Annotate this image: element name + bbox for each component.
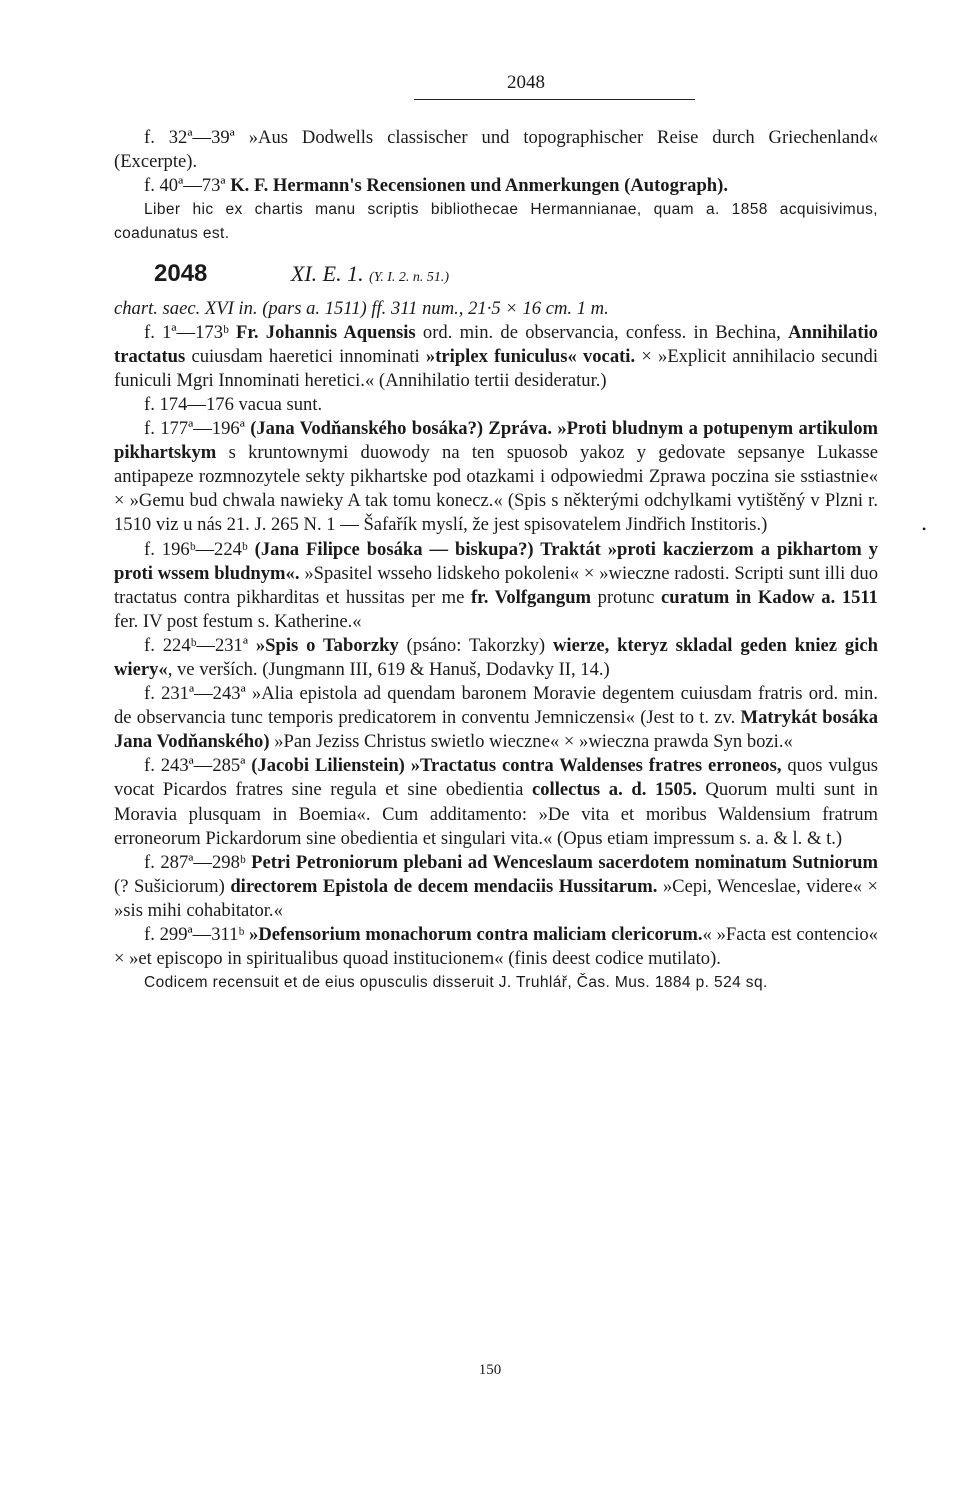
- text-run: f. 231ª—243ª »Alia epistola ad quendam baronem Moravie degentem cuiusdam fratris ord. min. de observancia tunc temporis predicatorem in conventu Jemniczensi« (Jest to t. zv.: [114, 683, 878, 729]
- text-run: (Jana Filipce bosáka — biskupa?) Traktát »proti kaczierzom a pikhartom y proti wssem bludnym«.: [114, 538, 878, 584]
- text-run: f. 1ª—173ᵇ: [144, 321, 236, 343]
- text-run: Quorum multi sunt in Moravia plusquam in Boemia«. Cum additamento: »De vita et moribus Waldensium fratrum erroneorum Pickardorum sine obedientia et singulari vita.« (Opus etiam impressum s. a. & l. & t.): [114, 779, 878, 849]
- text-run: collectus a. d. 1505.: [532, 779, 697, 801]
- text-run: »Spasitel wsseho lidskeho pokoleni« × »wieczne radosti. Scripti sunt illi duo tractatus contra pikharditas et hussitas per me: [114, 562, 878, 608]
- shelfmark: XI. E. 1.: [290, 261, 364, 287]
- text-run: Annihilatio tractatus: [114, 321, 878, 367]
- text-run: (Jana Vodňanského bosáka?) Zpráva.: [250, 418, 552, 440]
- text-run: curatum in Kadow a. 1511: [661, 586, 878, 608]
- text-run: »Pan Jeziss Christus swietlo wieczne« × »wieczna prawda Syn bozi.«: [269, 731, 793, 753]
- body-text: [114, 126, 878, 995]
- paragraph-truhlar: Codicem recensuit et de eius opusculis disseruit J. Truhlář, Čas. Mus. 1884 p. 524 sq.: [144, 974, 768, 992]
- text-run: cuiusdam haeretici innominati: [185, 345, 426, 367]
- text-run: wierze, kteryz skladal geden kniez gich wiery«: [114, 634, 878, 680]
- text-run: quos vulgus vocat Picardos fratres sine regula et sine obedientia: [114, 755, 878, 801]
- paragraph-petroniorum: [114, 851, 878, 923]
- text-run: « »Facta est contencio« × »et episcopo in spiritualibus quoad institucionem« (finis deest codice mutilato).: [114, 924, 878, 970]
- text-run: f. 299ª—311ᵇ: [144, 924, 250, 945]
- paragraph-lilienstein: [114, 754, 878, 850]
- header-rule: [414, 99, 695, 100]
- text-run: (psáno: Takorzky): [398, 634, 553, 656]
- text-run: f. 287ª—298ᵇ: [144, 851, 252, 873]
- text-run: , ve verších. (Jungmann III, 619 & Hanuš, Dodavky II, 14.): [167, 658, 610, 680]
- paragraph-vacua: f. 174—176 vacua sunt.: [144, 393, 323, 415]
- text-run: »Proti bludnym a potupenym artikulom pikhartskym: [114, 418, 878, 464]
- page-number: 150: [478, 1362, 502, 1378]
- paragraph-provenance: Liber hic ex chartis manu scriptis bibliothecae Hermannianae, quam a. 1858 acquisivimus, coadunatus est.: [114, 201, 878, 243]
- text-run: f. 196ᵇ—224ᵇ: [144, 538, 255, 560]
- text-run: Matrykát bosáka Jana Vodňanského): [114, 707, 878, 753]
- text-run: f. 224ᵇ—231ª: [144, 634, 256, 656]
- paragraph-epistola: [114, 682, 878, 754]
- text-run: »Spis o Taborzky: [255, 634, 399, 656]
- text-run: f. 243ª—285ª: [144, 755, 252, 777]
- paragraph-defensorium: [114, 923, 878, 971]
- entry-number: 2048: [154, 260, 208, 288]
- entry-header: [114, 262, 878, 290]
- paragraph-zprava: [114, 417, 878, 537]
- text-run: × »Explicit annihilacio secundi funiculi Mgri Innominati heretici.« (Annihilatio tertii desideratur.): [114, 345, 879, 391]
- text-run: »Cepi, Wenceslae, videre« × »sis mihi cohabitator.«: [114, 875, 879, 921]
- text-run: Petri Petroniorum plebani ad Wenceslaum sacerdotem nominatum Sutniorum: [251, 851, 878, 873]
- text-run: Fr. Johannis Aquensis: [236, 321, 416, 343]
- paragraph-hermann: f. 40ª—73ª K. F. Hermann's Recensionen und Anmerkungen (Autograph).: [144, 175, 728, 197]
- text-run: directorem Epistola de decem mendaciis Hussitarum.: [230, 875, 658, 897]
- old-shelfmark: (Y. I. 2. n. 51.): [369, 270, 450, 286]
- paragraph-dodwell: f. 32ª—39ª »Aus Dodwells classischer und topographischer Reise durch Griechenland« (Excerpte).: [114, 127, 878, 173]
- text-run: protunc: [591, 586, 662, 608]
- text-run: (? Sušiciorum): [114, 875, 231, 897]
- physical-description: chart. saec. XVI in. (pars a. 1511) ff. 311 num., 21·5 × 16 cm. 1 m.: [114, 297, 609, 319]
- text-run: fr. Volfgangum: [470, 586, 592, 608]
- text-run: ord. min. de observancia, confess. in Bechina,: [415, 321, 789, 343]
- paragraph-traktat: [114, 538, 878, 634]
- running-head: 2048: [507, 72, 545, 93]
- text-run: s kruntownymi duowody na ten spuosob yakoz y gedovate sepsanye Lukasse antipapeze rozmnozytele sekty pikhartske pod otazkami i odpowiedmi Zprawa poczina sie sstiastnie« × »Gemu bud chwala nawieky A tak tomu konecz.« (Spis s některými odchylkami vytištěný v Plzni r. 1510 viz u nás 21. J. 265 N. 1 — Šafařík myslí, že jest spisovatelem Jindřich Institoris.): [114, 442, 878, 536]
- paragraph-taborzky: [114, 634, 878, 682]
- text-run: »Defensorium monachorum contra maliciam clericorum.: [249, 924, 703, 945]
- text-run: (Jacobi Lilienstein) »Tractatus contra Waldenses fratres erroneos,: [251, 755, 782, 777]
- text-run: f. 177ª—196ª: [144, 418, 251, 440]
- text-run: fer. IV post festum s. Katherine.«: [114, 610, 362, 632]
- margin-mark: •: [922, 522, 927, 536]
- text-run: »triplex funiculus« vocati.: [425, 345, 636, 367]
- paragraph-aquensis: [114, 321, 878, 393]
